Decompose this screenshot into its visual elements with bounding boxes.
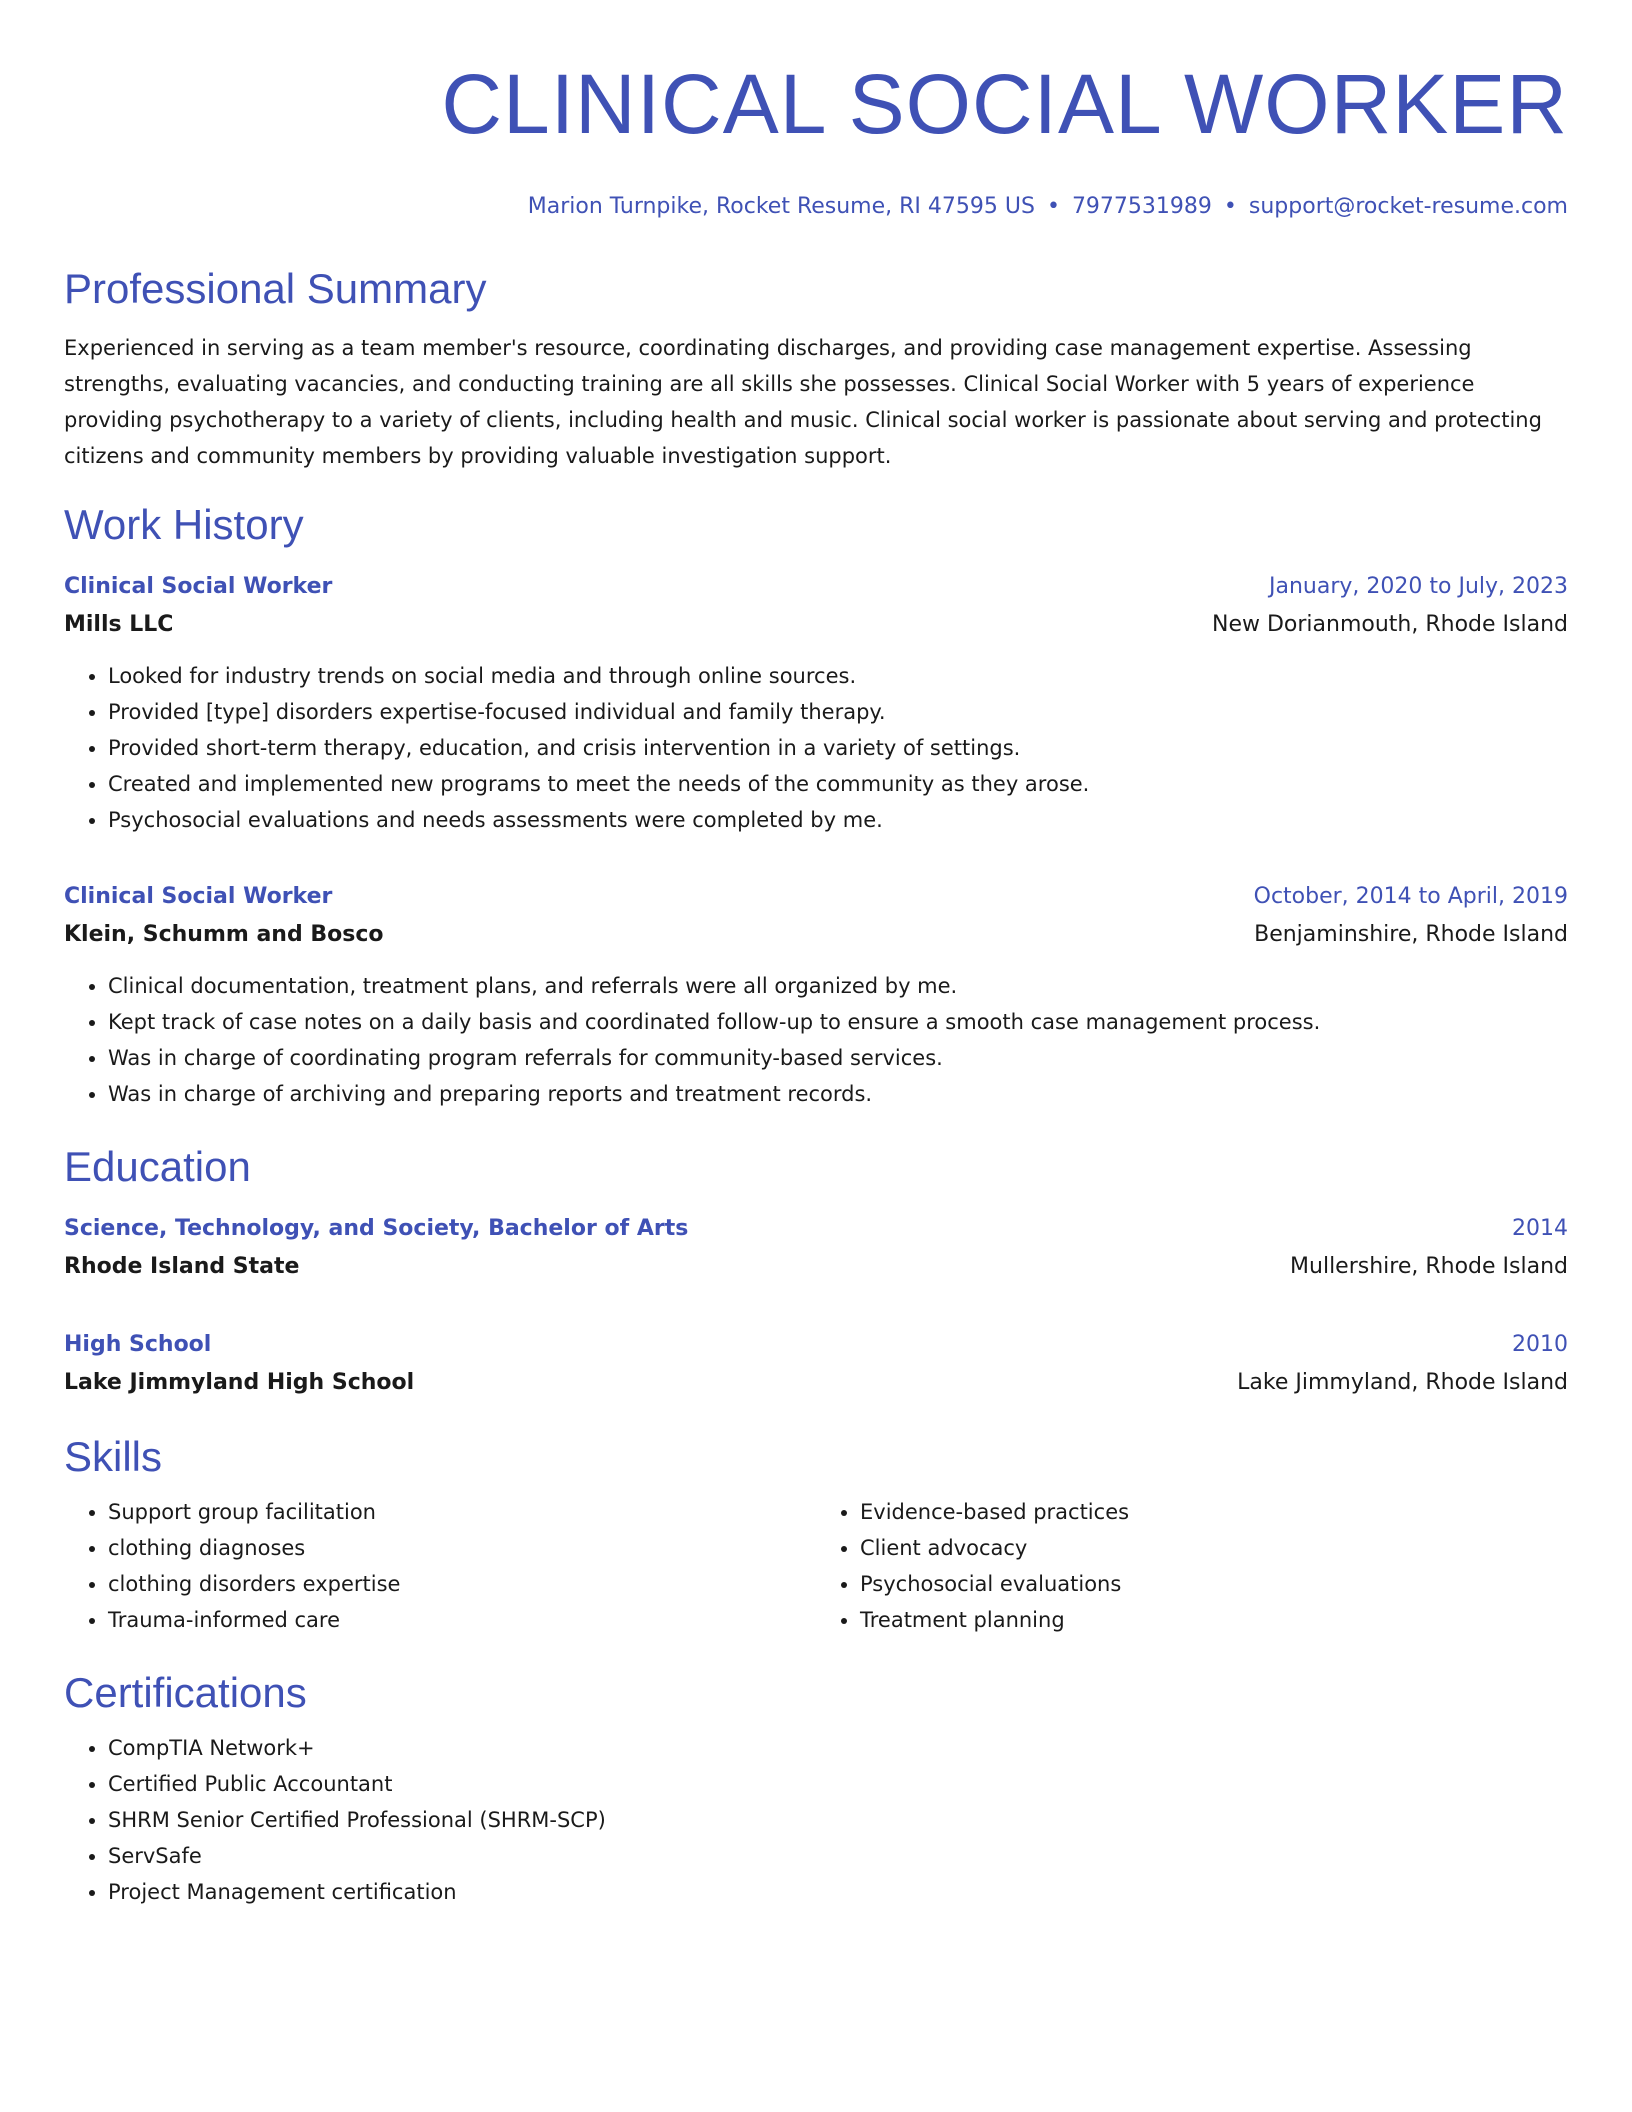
job-dates: October, 2014 to April, 2019 <box>1253 884 1568 909</box>
skills-column-right <box>816 1494 1568 1638</box>
education-school: Rhode Island State <box>64 1254 300 1279</box>
certifications-list <box>64 1730 1568 1910</box>
job-bullet: • Clinical documentation, treatment plans, and referrals were all organized by me. <box>108 968 1568 1004</box>
work-history-heading: Work History <box>64 501 304 548</box>
job-role: Clinical Social Worker <box>64 884 333 909</box>
job-bullet: • Provided short-term therapy, education, and crisis intervention in a variety of settings. <box>108 730 1568 766</box>
certification-item: • Certified Public Accountant <box>108 1766 1568 1802</box>
education-entry <box>64 1326 1568 1402</box>
job-bullet: • Was in charge of coordinating program referrals for community-based services. <box>108 1040 1568 1076</box>
education-entry <box>64 1210 1568 1286</box>
job-role: Clinical Social Worker <box>64 574 333 599</box>
education-degree: High School <box>64 1332 212 1357</box>
skill-item: • Support group facilitation <box>108 1494 816 1530</box>
contact-phone: 7977531989 <box>1071 194 1212 219</box>
education-year: 2010 <box>1512 1332 1568 1357</box>
education-heading: Education <box>64 1143 251 1190</box>
skill-item: • Evidence-based practices <box>860 1494 1568 1530</box>
education-location: Mullershire, Rhode Island <box>1290 1254 1568 1279</box>
job-bullet: • Kept track of case notes on a daily basis and coordinated follow-up to ensure a smooth case management process. <box>108 1004 1568 1040</box>
job-entry <box>64 568 1568 838</box>
skill-item: • clothing disorders expertise <box>108 1566 816 1602</box>
job-dates: January, 2020 to July, 2023 <box>1269 574 1568 599</box>
contact-separator: • <box>1223 194 1237 219</box>
contact-email: support@rocket-resume.com <box>1248 194 1568 219</box>
skills-grid <box>64 1494 1568 1638</box>
job-bullet: • Provided [type] disorders expertise-focused individual and family therapy. <box>108 694 1568 730</box>
education-location: Lake Jimmyland, Rhode Island <box>1237 1370 1568 1395</box>
education-school: Lake Jimmyland High School <box>64 1370 415 1395</box>
job-bullets <box>64 968 1568 1112</box>
job-bullet: • Psychosocial evaluations and needs assessments were completed by me. <box>108 802 1568 838</box>
resume-title: CLINICAL SOCIAL WORKER <box>441 57 1568 151</box>
certification-item: • Project Management certification <box>108 1874 1568 1910</box>
education-year: 2014 <box>1512 1216 1568 1241</box>
skill-item: • Client advocacy <box>860 1530 1568 1566</box>
skill-item: • Psychosocial evaluations <box>860 1566 1568 1602</box>
skills-column-left <box>64 1494 816 1638</box>
job-bullets <box>64 658 1568 838</box>
job-location: Benjaminshire, Rhode Island <box>1254 922 1568 947</box>
contact-line <box>64 192 1568 222</box>
skill-item: • clothing diagnoses <box>108 1530 816 1566</box>
skill-item: • Trauma-informed care <box>108 1602 816 1638</box>
job-company: Mills LLC <box>64 612 174 637</box>
job-company: Klein, Schumm and Bosco <box>64 922 384 947</box>
contact-address: Marion Turnpike, Rocket Resume, RI 47595 US <box>527 194 1035 219</box>
job-entry <box>64 878 1568 1112</box>
certification-item: • ServSafe <box>108 1838 1568 1874</box>
job-bullet: • Created and implemented new programs to meet the needs of the community as they arose. <box>108 766 1568 802</box>
skills-heading: Skills <box>64 1433 163 1480</box>
summary-text: Experienced in serving as a team member's resource, coordinating discharges, and providing case management expertise. Assessing strengths, evaluating vacancies, and conducting training are all skills she possesses. Clinical Social Worker with 5 years of experience providing psychotherapy to a variety of clients, including health and music. Clinical social worker is passionate about serving and protecting citizens and community members by providing valuable investigation support. <box>64 336 1542 468</box>
certification-item: • CompTIA Network+ <box>108 1730 1568 1766</box>
skill-item: • Treatment planning <box>860 1602 1568 1638</box>
job-bullet: • Was in charge of archiving and preparing reports and treatment records. <box>108 1076 1568 1112</box>
summary-heading: Professional Summary <box>64 265 487 312</box>
contact-separator: • <box>1046 194 1060 219</box>
certification-item: • SHRM Senior Certified Professional (SHRM-SCP) <box>108 1802 1568 1838</box>
education-degree: Science, Technology, and Society, Bachelor of Arts <box>64 1216 689 1241</box>
certifications-heading: Certifications <box>64 1669 307 1716</box>
job-location: New Dorianmouth, Rhode Island <box>1212 612 1568 637</box>
job-bullet: • Looked for industry trends on social media and through online sources. <box>108 658 1568 694</box>
